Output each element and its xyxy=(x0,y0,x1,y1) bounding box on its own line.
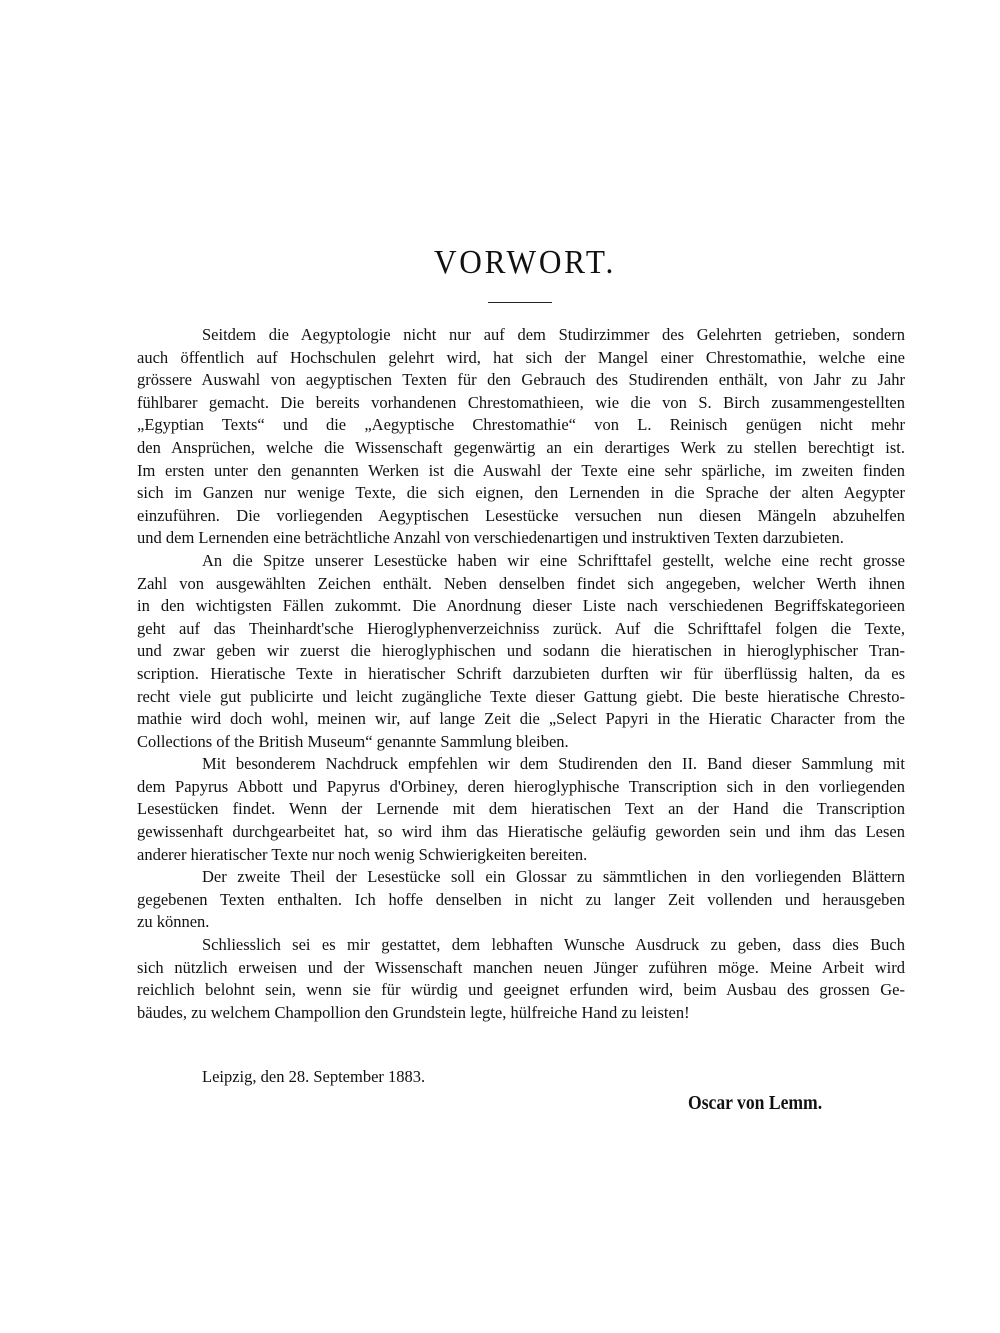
place-date: Leipzig, den 28. September 1883. xyxy=(202,1067,426,1086)
text-line: und dem Lernenden eine beträchtliche Anzahl von verschiedenartigen und instruktiven Texten darzubieten. xyxy=(137,528,844,548)
text-line: Der zweite Theil der Lesestücke soll ein Glossar zu sämmtlichen in den vorliegenden Blättern xyxy=(202,867,905,887)
text-line: Collections of the British Museum“ genannte Sammlung bleiben. xyxy=(137,731,569,751)
text-line: sich im Ganzen nur wenige Texte, die sich eignen, den Lernenden in die Sprache der alten Aegypter xyxy=(137,483,905,503)
text-line: bäudes, zu welchem Champollion den Grundstein legte, hülfreiche Hand zu leisten! xyxy=(137,1002,690,1022)
text-line: Im ersten unter den genannten Werken ist die Auswahl der Texte eine sehr spärliche, im zweiten finden xyxy=(137,460,905,480)
text-line: auch öffentlich auf Hochschulen gelehrt wird, hat sich der Mangel einer Chrestomathie, welche eine xyxy=(137,347,905,367)
text-line: Mit besonderem Nachdruck empfehlen wir dem Studirenden den II. Band dieser Sammlung mit xyxy=(202,754,905,774)
text-line: grössere Auswahl von aegyptischen Texten für den Gebrauch des Studirenden enthält, von Jahr zu Jahr xyxy=(137,370,905,390)
text-line: den Ansprüchen, welche die Wissenschaft gegenwärtig an ein derartiges Werk zu stellen berechtigt ist. xyxy=(137,437,905,457)
paragraph xyxy=(137,866,905,934)
paragraph xyxy=(137,550,905,753)
text-line: Schliesslich sei es mir gestattet, dem lebhaften Wunsche Ausdruck zu geben, dass dies Buch xyxy=(202,935,905,955)
text-line: fühlbarer gemacht. Die bereits vorhandenen Chrestomathieen, wie die von S. Birch zusammengestellten xyxy=(137,392,905,412)
text-line: Seitdem die Aegyptologie nicht nur auf dem Studirzimmer des Gelehrten getrieben, sondern xyxy=(202,325,905,344)
text-line: einzuführen. Die vorliegenden Aegyptischen Lesestücke versuchen nun diesen Mängeln abzuhelfen xyxy=(137,505,905,525)
title-divider xyxy=(488,302,552,303)
paragraph xyxy=(137,324,905,550)
text-line: Zahl von ausgewählten Zeichen enthält. Neben denselben findet sich angegeben, welcher Werth ihnen xyxy=(137,573,905,593)
text-line: recht viele gut publicirte und leicht zugängliche Texte dieser Gattung giebt. Die beste hieratische Chresto- xyxy=(137,686,905,706)
paragraph xyxy=(137,934,905,1024)
text-line: gegebenen Texten enthalten. Ich hoffe denselben in nicht zu langer Zeit vollenden und herausgeben xyxy=(137,889,905,909)
text-line: An die Spitze unserer Lesestücke haben wir eine Schrifttafel gestellt, welche eine recht grosse xyxy=(202,550,905,570)
text-line: sich nützlich erweisen und der Wissenschaft manchen neuen Jünger zuführen möge. Meine Arbeit wird xyxy=(137,957,905,977)
paragraph xyxy=(137,753,905,866)
author-signature: Oscar von Lemm. xyxy=(688,1092,823,1114)
text-line: und zwar geben wir zuerst die hieroglyphischen und sodann die hieratischen in hieroglyphischer Tran- xyxy=(137,641,905,661)
text-line: mathie wird doch wohl, meinen wir, auf lange Zeit die „Select Papyri in the Hieratic Character from the xyxy=(137,709,905,729)
text-line: gewissenhaft durchgearbeitet hat, so wird ihm das Hieratische geläufig geworden sein und ihm das Lesen xyxy=(137,822,905,842)
text-line: dem Papyrus Abbott und Papyrus d'Orbiney, deren hieroglyphische Transcription sich in den vorliegenden xyxy=(137,776,905,796)
text-line: zu können. xyxy=(137,912,210,932)
page-title: VORWORT. xyxy=(433,244,617,281)
preface-body xyxy=(137,324,905,1024)
text-line: in den wichtigsten Fällen zukommt. Die Anordnung dieser Liste nach verschiedenen Begriffskategorieen xyxy=(137,596,905,616)
text-line: reichlich belohnt sein, wenn sie für würdig und geeignet erfunden wird, beim Ausbau des grossen Ge- xyxy=(137,980,905,1000)
text-line: anderer hieratischer Texte nur noch wenig Schwierigkeiten bereiten. xyxy=(137,844,588,864)
text-line: scription. Hieratische Texte in hieratischer Schrift darzubieten durften wir für überflüssig halten, da es xyxy=(137,663,905,683)
text-line: „Egyptian Texts“ und die „Aegyptische Chrestomathie“ von L. Reinisch genügen nicht mehr xyxy=(137,415,905,435)
text-line: geht auf das Theinhardt'sche Hieroglyphenverzeichniss zurück. Auf die Schrifttafel folgen die Texte, xyxy=(137,618,905,638)
text-line: Lesestücken findet. Wenn der Lernende mit dem hieratischen Text an der Hand die Transcription xyxy=(137,799,905,819)
